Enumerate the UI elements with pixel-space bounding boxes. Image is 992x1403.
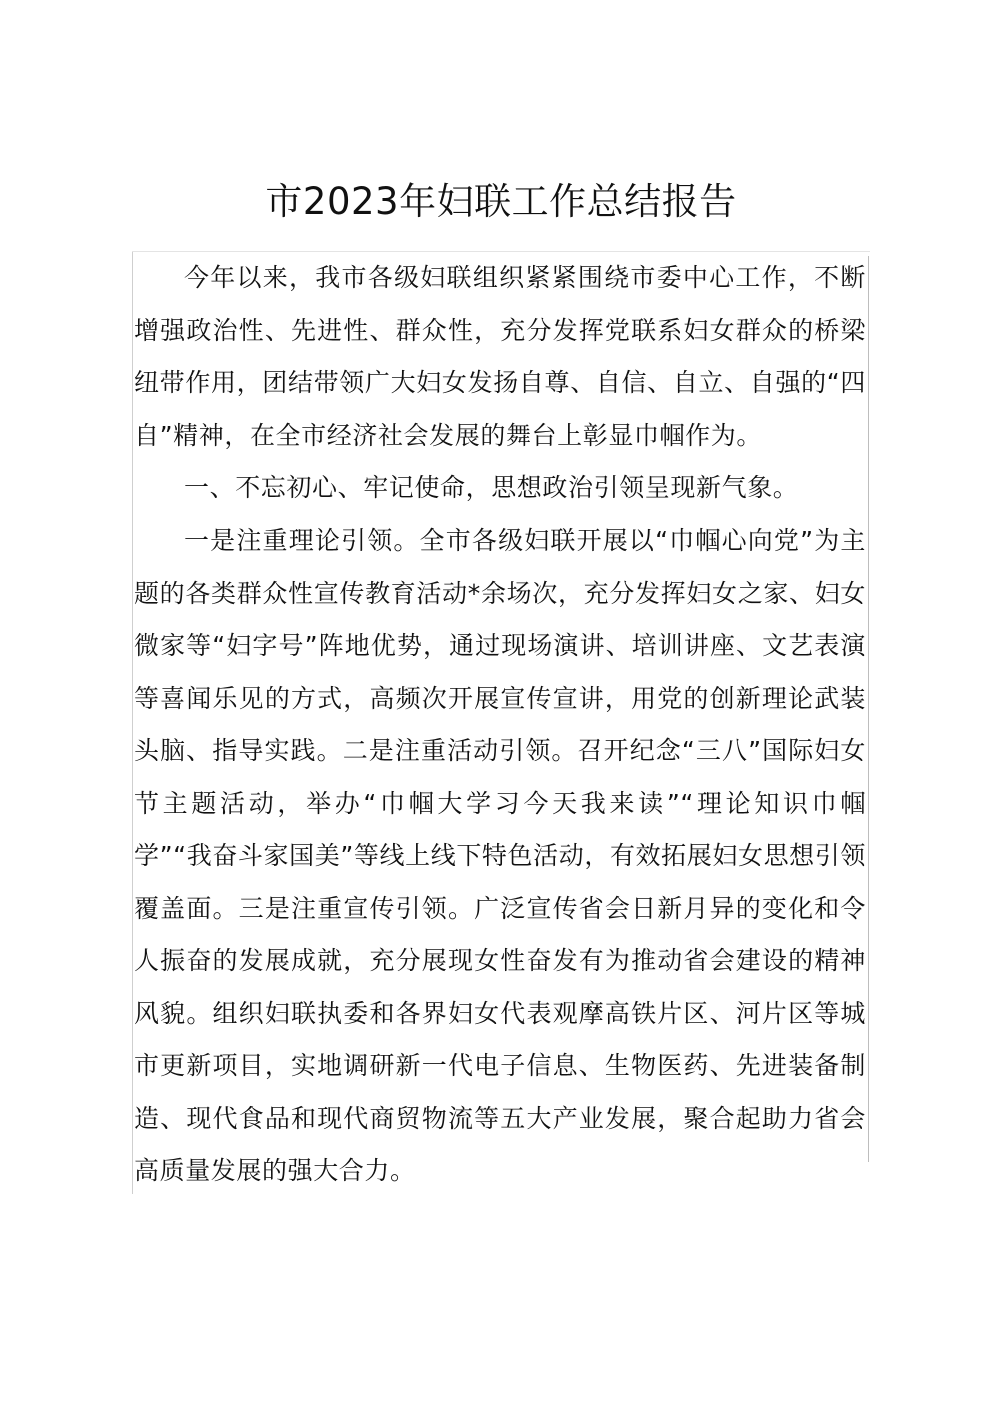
- document-title: 市2023年妇联工作总结报告: [265, 180, 737, 223]
- paragraph-intro: 今年以来，我市各级妇联组织紧紧围绕市委中心工作，不断增强政治性、先进性、群众性，充分发挥党联系妇女群众的桥梁纽带作用，团结带领广大妇女发扬自尊、自信、自立、自强的“四自”精神，在全市经济社会发展的舞台上彰显巾帼作为。: [134, 263, 866, 450]
- paragraph-section-1-body: 一是注重理论引领。全市各级妇联开展以“巾帼心向党”为主题的各类群众性宣传教育活动*余场次，充分发挥妇女之家、妇女微家等“妇字号”阵地优势，通过现场演讲、培训讲座、文艺表演等喜闻乐见的方式，高频次开展宣传宣讲，用党的创新理论武装头脑、指导实践。二是注重活动引领。召开纪念“三八”国际妇女节主题活动，举办“巾帼大学习今天我来读”“理论知识巾帼学”“我奋斗家国美”等线上线下特色活动，有效拓展妇女思想引领覆盖面。三是注重宣传引领。广泛宣传省会日新月异的变化和令人振奋的发展成就，充分展现女性奋发有为推动省会建设的精神风貌。组织妇联执委和各界妇女代表观摩高铁片区、河片区等城市更新项目，实地调研新一代电子信息、生物医药、先进装备制造、现代食品和现代商贸物流等五大产业发展，聚合起助力省会高质量发展的强大合力。: [134, 526, 866, 1185]
- scan-edge-right: [868, 256, 869, 1162]
- section-heading-1: 一、不忘初心、牢记使命，思想政治引领呈现新气象。: [184, 473, 799, 502]
- scan-edge-left: [132, 252, 133, 1194]
